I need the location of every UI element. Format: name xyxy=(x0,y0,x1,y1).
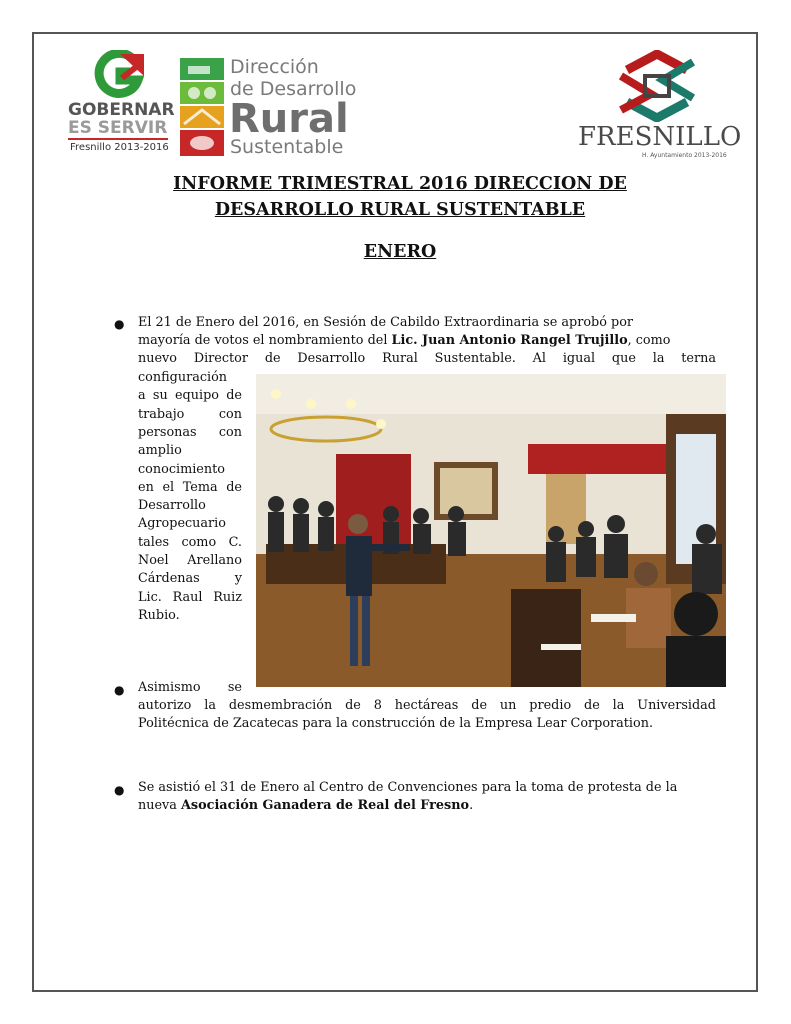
bullet1-text: , como xyxy=(627,333,671,348)
report-month-title: ENERO xyxy=(363,242,437,262)
rural-logo-line2: de Desarrollo xyxy=(230,78,357,100)
bullet1-side-line: a su equipo de xyxy=(138,388,242,404)
bullet1-side-line: conocimiento xyxy=(138,461,225,477)
report-title-line1: INFORME TRIMESTRAL 2016 DIRECCION DE xyxy=(173,174,627,194)
bullet3-line1: Se asistió el 31 de Enero al Centro de Convenciones para la toma de protesta de la xyxy=(138,780,678,795)
bullet-dot: ● xyxy=(114,783,125,797)
bullet1-line2 xyxy=(138,332,716,351)
bullet1-side-line: Noel Arellano xyxy=(138,553,242,568)
gobernar-divider xyxy=(68,138,168,140)
bullet2-line3: Politécnica de Zacatecas para la construcción de la Empresa Lear Corporation. xyxy=(138,716,654,731)
rural-logo-line3: Rural xyxy=(229,96,349,142)
bullet3-line2 xyxy=(138,797,716,816)
bullet1-side-line: Lic. Raul Ruiz xyxy=(138,589,242,605)
director-name: Lic. Juan Antonio Rangel Trujillo xyxy=(391,333,628,348)
bullet1-line1 xyxy=(138,314,716,333)
bullet1-side-line: Rubio. xyxy=(138,607,180,623)
fresnillo-name: FRESNILLO xyxy=(578,122,742,152)
bullet1-side-line: trabajo con xyxy=(138,406,242,422)
bullet1-side-line: tales como C. xyxy=(138,534,242,550)
bullet3-text: . xyxy=(469,798,474,813)
desarrollo-rural-logo xyxy=(180,58,370,158)
bullet1-side-line: Desarrollo xyxy=(138,498,206,514)
g-logo-icon xyxy=(90,50,146,98)
bullet1-text: mayoría de votos el nombramiento del xyxy=(138,333,392,348)
rural-tiles-icon xyxy=(180,58,224,156)
rural-logo-line4: Sustentable xyxy=(230,136,344,158)
bullet3-text: nueva xyxy=(138,798,181,813)
bullet1-side-line: Cárdenas y xyxy=(138,571,242,587)
gobernar-period-text: Fresnillo 2013-2016 xyxy=(70,142,169,153)
fresnillo-subtitle: H. Ayuntamiento 2013-2016 xyxy=(642,152,727,159)
association-name: Asociación Ganadera de Real del Fresno xyxy=(180,798,470,813)
fresnillo-knot-icon xyxy=(607,50,707,122)
bullet1-side-line: Agropecuario xyxy=(138,516,226,532)
bullet1-side-line: personas con xyxy=(138,424,242,440)
bullet1-line3 xyxy=(138,350,716,369)
bullet1-side-line: configuración xyxy=(138,370,228,385)
bullet1-text: El 21 de Enero del 2016, en Sesión de Cabildo Extraordinaria se aprobó por xyxy=(138,315,634,330)
report-title-line2: DESARROLLO RURAL SUSTENTABLE xyxy=(214,200,586,220)
fresnillo-logo xyxy=(572,50,742,160)
gobernar-text: GOBERNAR xyxy=(68,100,175,120)
rural-logo-line1: Dirección xyxy=(230,56,319,78)
es-servir-text: ES SERVIR xyxy=(68,118,168,138)
bullet1-side-line: amplio xyxy=(138,443,182,459)
bullet-dot: ● xyxy=(114,317,125,331)
bullet2-line1: Asimismo se xyxy=(138,680,242,695)
gobernar-es-servir-logo xyxy=(68,50,173,160)
bullet2-line2: autorizo la desmembración de 8 hectáreas de un predio de la Universidad xyxy=(138,698,716,713)
bullet1-text: nuevo Director de Desarrollo Rural Sustentable. Al igual que la terna xyxy=(138,351,716,366)
bullet-dot: ● xyxy=(114,683,125,697)
bullet1-side-line: en el Tema de xyxy=(138,479,242,495)
cabildo-session-photo xyxy=(256,374,726,687)
